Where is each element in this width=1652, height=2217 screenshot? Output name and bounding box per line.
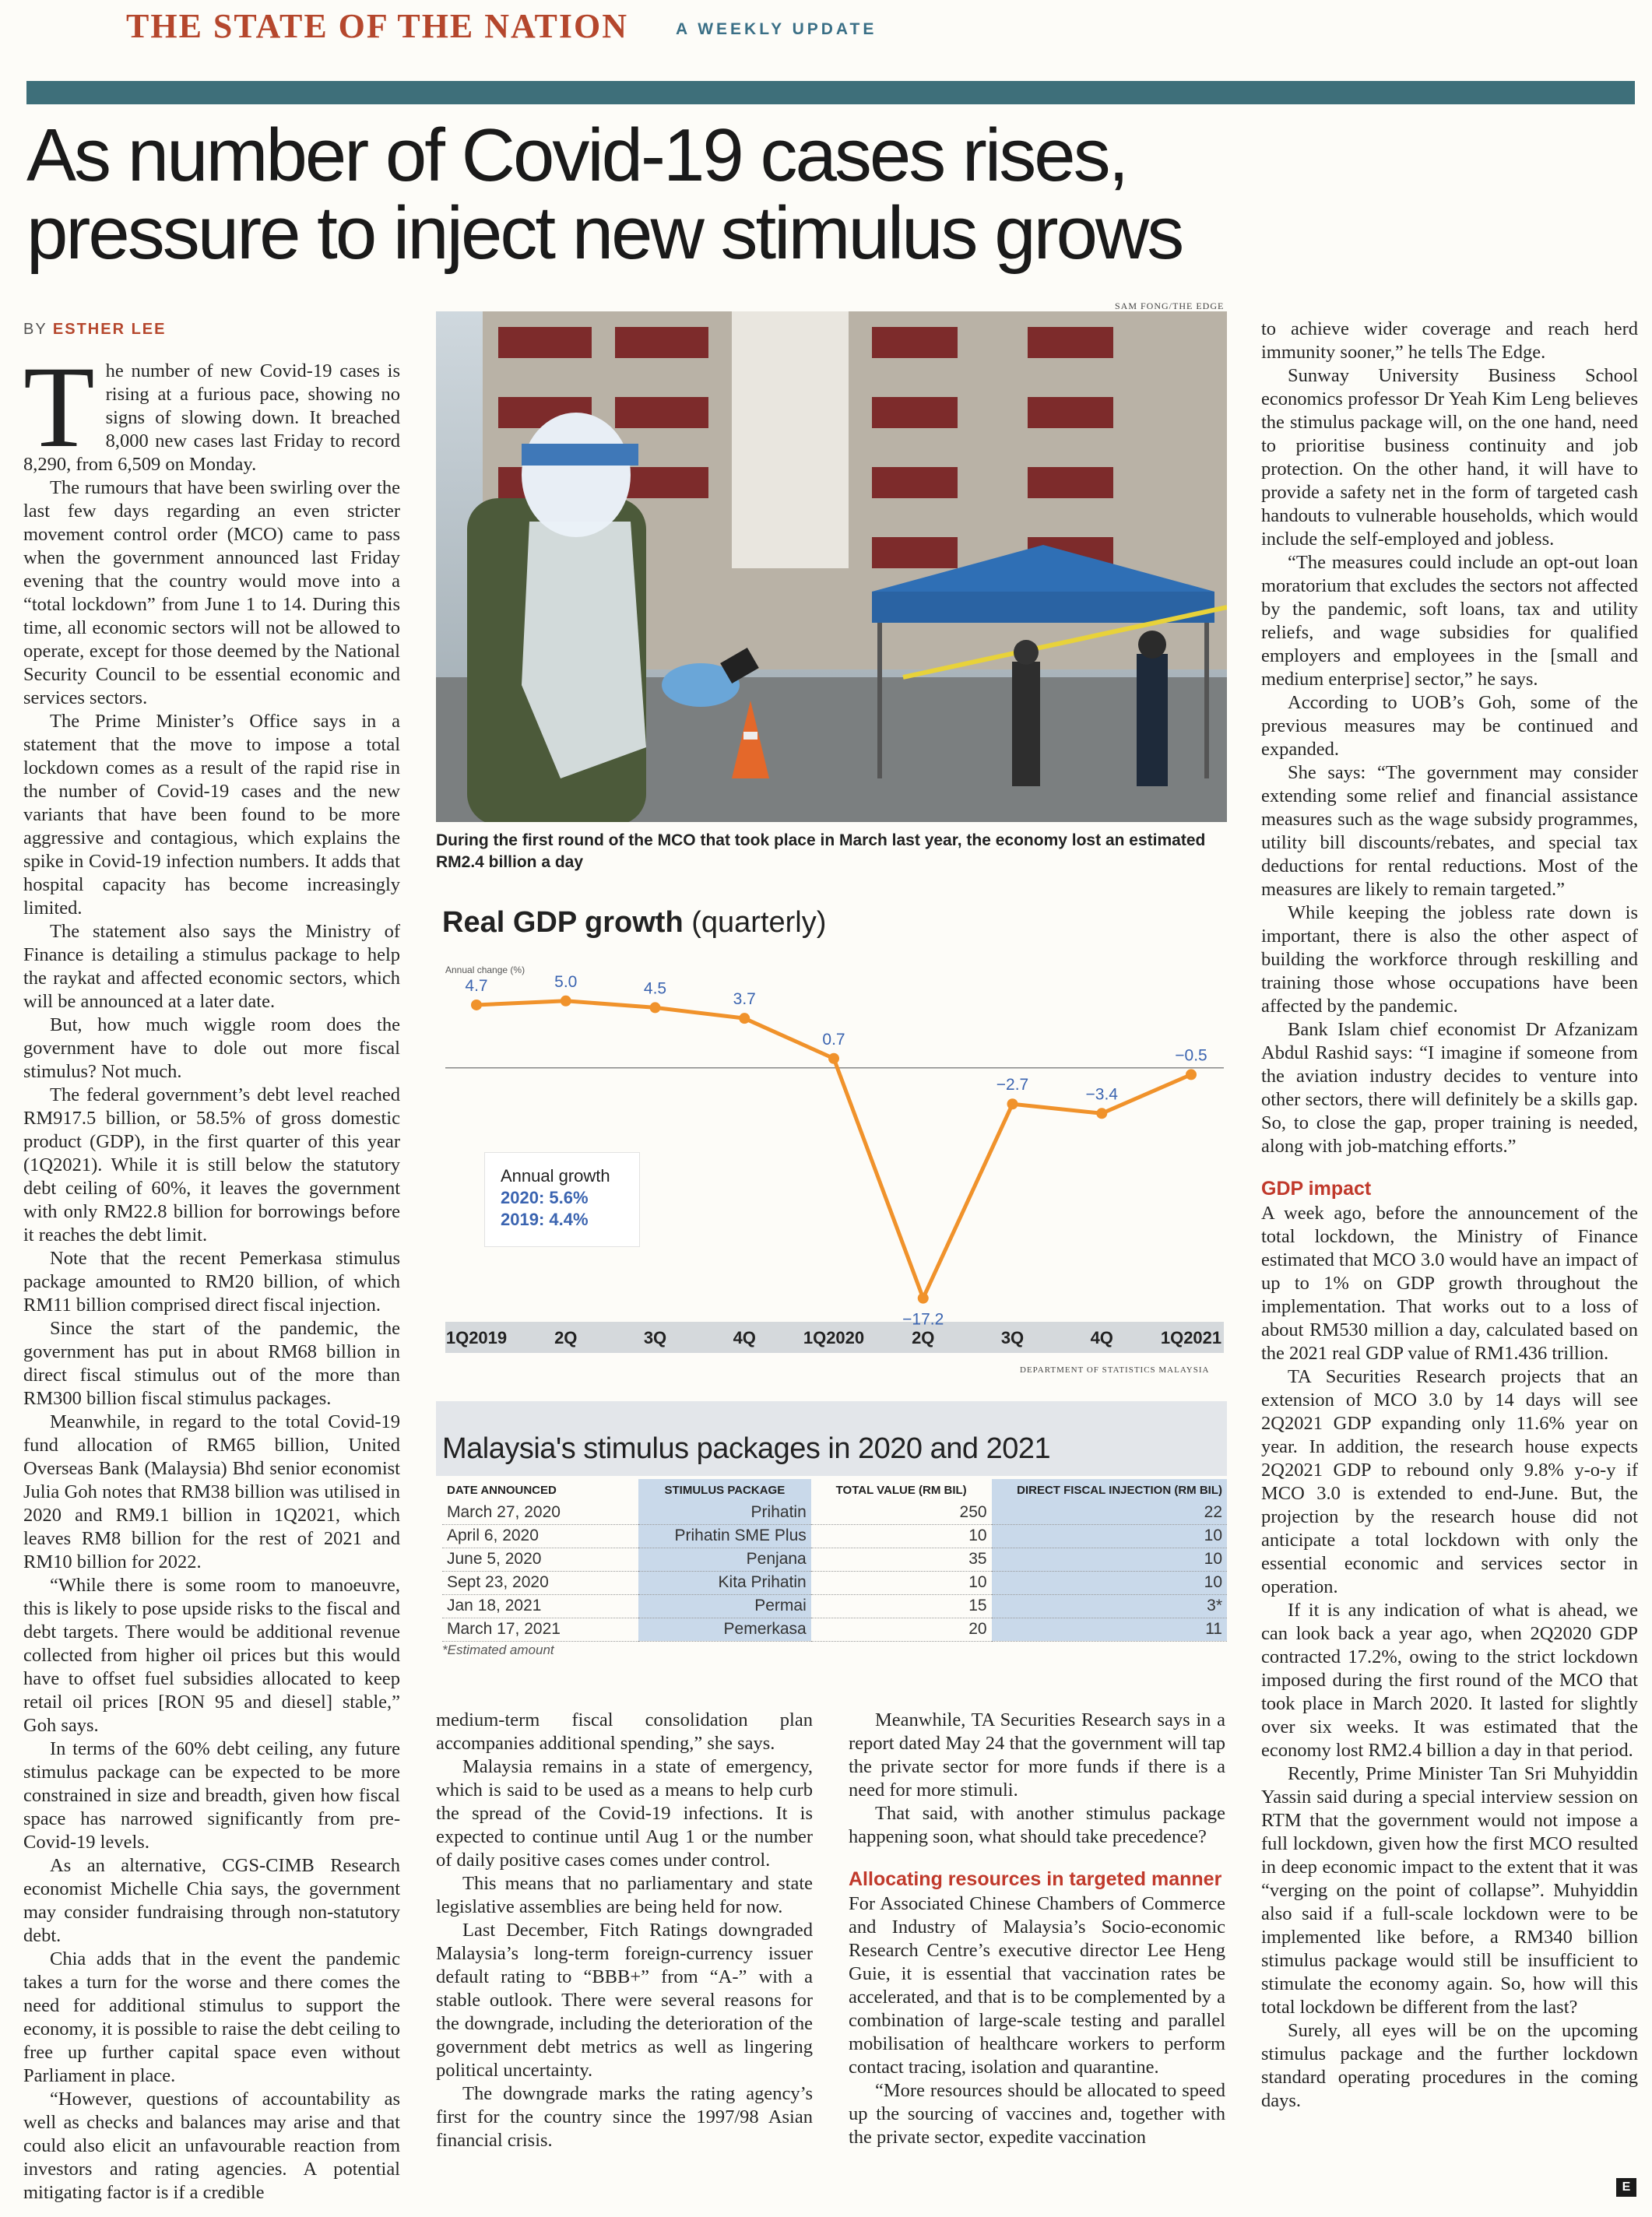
article-paragraph: This means that no parliamentary and state legislative assemblies are being held for now. bbox=[436, 1873, 813, 1917]
x-tick-label: 4Q bbox=[733, 1328, 756, 1347]
table-cell: March 17, 2021 bbox=[442, 1618, 638, 1641]
lead-text: he number of new Covid-19 cases is rising at a furious pace, showing no signs of slowing down. It breached 8,000 new cases last Friday to record 8,290, from 6,509 on Monday. bbox=[23, 360, 400, 475]
table-cell: Penjana bbox=[638, 1548, 811, 1571]
article-paragraph: The downgrade marks the rating agency’s first for the country since the 1997/98 Asian financial crisis. bbox=[436, 2083, 813, 2151]
table-cell: Jan 18, 2021 bbox=[442, 1594, 638, 1618]
chart-source: DEPARTMENT OF STATISTICS MALAYSIA bbox=[1020, 1365, 1210, 1375]
table-cell: 3* bbox=[992, 1594, 1227, 1618]
article-paragraph: “While there is some room to manoeuvre, this is likely to pose upside risks to the fiscal and debt targets. There would be additional revenue collected from higher oil prices but this would have to offset fuel subsidies allocated to keep retail oil prices [RON 95 and diesel] stable,” Goh says. bbox=[23, 1575, 400, 1736]
header-total-value: TOTAL VALUE (RM BIL) bbox=[835, 1483, 967, 1497]
article-paragraph: But, how much wiggle room does the government have to dole out more fiscal stimulus? Not much. bbox=[23, 1014, 400, 1082]
table-cell: 35 bbox=[811, 1548, 992, 1571]
data-point bbox=[561, 996, 571, 1007]
article-paragraph: She says: “The government may consider extending some relief and financial assistance measures such as the wage subsidy programmes, utility bill discounts/rebates, and special tax deductions for rental reductions. Most of the measures are likely to remain targeted.” bbox=[1261, 762, 1638, 900]
value-label: −2.7 bbox=[996, 1076, 1029, 1094]
table-cell: March 27, 2020 bbox=[442, 1501, 638, 1524]
news-photo bbox=[436, 311, 1227, 822]
headline-line-2: pressure to inject new stimulus grows bbox=[26, 191, 1183, 275]
x-tick-label: 2Q bbox=[912, 1328, 935, 1347]
header-accent-bar bbox=[26, 81, 1635, 104]
article-paragraph: TA Securities Research projects that an extension of MCO 3.0 by 14 days will see 2Q2021 GDP expanding only 11.6% year on year. In addition, the research house expects 2Q2021 GDP to rebound only 9.8% y-o-y if MCO 3.0 is extended to end-June. But, the projection by the research house did not anticipate a total lockdown with only the essential economic and services sector in operation. bbox=[1261, 1366, 1638, 1597]
table-cell: 10 bbox=[992, 1571, 1227, 1594]
table-cell: Sept 23, 2020 bbox=[442, 1571, 638, 1594]
table-cell: April 6, 2020 bbox=[442, 1524, 638, 1548]
stimulus-table-panel bbox=[436, 1401, 1227, 1666]
table-cell: Pemerkasa bbox=[638, 1618, 811, 1641]
table-row bbox=[442, 1524, 1227, 1548]
data-point bbox=[650, 1002, 661, 1013]
table-cell: 10 bbox=[811, 1571, 992, 1594]
table-cell: 20 bbox=[811, 1618, 992, 1641]
photo-credit: SAM FONG/THE EDGE bbox=[1115, 300, 1225, 311]
article-paragraph: Recently, Prime Minister Tan Sri Muhyiddin Yassin said during a special interview session on RTM that the government would not impose a full lockdown, given how the first MCO resulted in deep economic impact to the extent that it was “verging on the point of collapse”. Muhyiddin also said if a full-scale lockdown were to be implemented like before, a RM340 billion stimulus package would still be insufficient to stimulate the economy again. So, how will this total lockdown be different from the last? bbox=[1261, 1763, 1638, 2018]
value-label: 4.5 bbox=[643, 979, 667, 998]
headline bbox=[26, 114, 1506, 275]
article-paragraph: The Prime Minister’s Office says in a statement that the move to impose a total lockdown comes as a result of the rapid rise in the number of Covid-19 cases and the new variants that have been found to be more aggressive and contagious, which explains the spike in Covid-19 infection numbers. It adds that hospital capacity has become increasingly limited. bbox=[23, 711, 400, 919]
article-paragraph: As an alternative, CGS-CIMB Research economist Michelle Chia says, the government may consider fundraising through non-statutory debt. bbox=[23, 1855, 400, 1946]
table-cell: Prihatin SME Plus bbox=[638, 1524, 811, 1548]
article-paragraph: While keeping the jobless rate down is important, there is also the other aspect of building the workforce through reskilling and training those whose occupations have been affected by the pandemic. bbox=[1261, 902, 1638, 1017]
article-paragraph: In terms of the 60% debt ceiling, any future stimulus package can be expected to be more constrained in size and breadth, given how fiscal space has narrowed significantly from pre-Covid-19 levels. bbox=[23, 1738, 400, 1853]
table-cell: 10 bbox=[992, 1524, 1227, 1548]
data-point bbox=[739, 1013, 750, 1024]
table-footnote: *Estimated amount bbox=[442, 1643, 554, 1657]
table-row bbox=[442, 1548, 1227, 1571]
table-row bbox=[442, 1571, 1227, 1594]
x-tick-label: 3Q bbox=[1000, 1328, 1025, 1347]
x-tick-label: 4Q bbox=[1090, 1328, 1113, 1347]
table-cell: 15 bbox=[811, 1594, 992, 1618]
data-point bbox=[1007, 1098, 1018, 1109]
data-point bbox=[828, 1053, 839, 1064]
data-point bbox=[1186, 1069, 1197, 1080]
value-label: −3.4 bbox=[1085, 1085, 1118, 1104]
table-header-row bbox=[442, 1479, 1227, 1501]
table-cell: June 5, 2020 bbox=[442, 1548, 638, 1571]
annual-growth-title: Annual growth bbox=[501, 1166, 610, 1186]
article-paragraph: That said, with another stimulus package happening soon, what should take precedence? bbox=[849, 1803, 1225, 1847]
table-cell: 250 bbox=[811, 1501, 992, 1524]
section-subhead: GDP impact bbox=[1261, 1178, 1372, 1200]
article-paragraph: medium-term fiscal consolidation plan accompanies additional spending,” she says. bbox=[436, 1709, 813, 1754]
chart-y-label: Annual change (%) bbox=[445, 964, 525, 975]
table-cell: Permai bbox=[638, 1594, 811, 1618]
article-paragraph: The statement also says the Ministry of Finance is detailing a stimulus package to help the raykat and affected economic sectors, which will be announced at a later date. bbox=[23, 921, 400, 1012]
header-package: STIMULUS PACKAGE bbox=[638, 1479, 811, 1501]
article-paragraph: Bank Islam chief economist Dr Afzanizam Abdul Rashid says: “I imagine if someone from the aviation industry decides to venture into other sectors, there will definitely be a skills gap. So, to close the gap, proper training is needed, along with job-matching efforts.” bbox=[1261, 1019, 1638, 1157]
headline-line-1: As number of Covid-19 cases rises, bbox=[26, 114, 1127, 197]
chart-title-main: Real GDP growth bbox=[442, 906, 684, 939]
byline bbox=[23, 321, 166, 339]
section-subhead: Allocating resources in targeted manner bbox=[849, 1868, 1222, 1890]
annual-growth-box bbox=[484, 1152, 640, 1247]
article-column-3 bbox=[849, 1709, 1225, 2207]
article-paragraph: Note that the recent Pemerkasa stimulus package amounted to RM20 billion, of which RM11 billion comprised direct fiscal injection. bbox=[23, 1248, 400, 1316]
table-cell: Kita Prihatin bbox=[638, 1571, 811, 1594]
byline-author: ESTHER LEE bbox=[52, 321, 167, 338]
article-column-2 bbox=[436, 1709, 813, 2207]
value-label: 3.7 bbox=[733, 990, 756, 1009]
value-label: 5.0 bbox=[554, 972, 578, 991]
header-direct-injection: DIRECT FISCAL INJECTION (RM BIL) bbox=[992, 1479, 1227, 1501]
photo-caption: During the first round of the MCO that took place in March last year, the economy lost an estimated RM2.4 billion a day bbox=[436, 831, 1206, 871]
byline-prefix: BY bbox=[23, 321, 47, 338]
stimulus-table bbox=[442, 1479, 1227, 1642]
value-label-group bbox=[465, 973, 1207, 1329]
chart-title bbox=[442, 906, 826, 940]
table-cell: 22 bbox=[992, 1501, 1227, 1524]
article-paragraph: Sunway University Business School economics professor Dr Yeah Kim Leng believes the stimulus package will, on the one hand, need to prioritise business continuity and job protection. On the other hand, it will have to provide a safety net in the form of targeted cash handouts to vulnerable households, which would include the self-employed and jobless. bbox=[1261, 365, 1638, 550]
table-cell: 11 bbox=[992, 1618, 1227, 1641]
x-tick-label: 3Q bbox=[643, 1328, 667, 1347]
table-row bbox=[442, 1501, 1227, 1524]
table-row bbox=[442, 1618, 1227, 1641]
article-paragraph: “However, questions of accountability as well as checks and balances may arise and that could also elicit an unfavourable reaction from investors and rating agencies. A potential mitigating factor is if a credible bbox=[23, 2089, 400, 2203]
data-point bbox=[1096, 1108, 1107, 1119]
article-paragraph: According to UOB’s Goh, some of the previous measures may be continued and expanded. bbox=[1261, 692, 1638, 760]
page-marker: E bbox=[1616, 2178, 1636, 2197]
article-column-4 bbox=[1261, 318, 1638, 2209]
article-paragraph: Meanwhile, in regard to the total Covid-19 fund allocation of RM65 billion, United Overseas Bank (Malaysia) Bhd senior economist Julia Goh notes that RM38 billion was utilised in 2020 and RM9.1 billion in 1Q2021, which leaves RM8 billion for the rest of 2021 and RM10 billion for 2022. bbox=[23, 1411, 400, 1572]
masthead: THE STATE OF THE NATION bbox=[126, 7, 629, 45]
article-paragraph: “The measures could include an opt-out loan moratorium that excludes the sectors not affected by the pandemic, soft loans, tax and utility reliefs, and wage subsidies for qualified employers and employees in the [small and medium enterprise] sector,” he says. bbox=[1261, 552, 1638, 690]
article-paragraph: to achieve wider coverage and reach herd immunity sooner,” he tells The Edge. bbox=[1261, 318, 1638, 363]
table-body bbox=[442, 1501, 1227, 1641]
article-paragraph: Since the start of the pandemic, the government has put in about RM68 billion in direct fiscal stimulus out of the more than RM300 billion fiscal stimulus packages. bbox=[23, 1318, 400, 1409]
article-paragraph: If it is any indication of what is ahead, we can look back a year ago, when 2Q2020 GDP contracted 17.2%, owing to the strict lockdown imposed during the first round of the MCO that took place in March 2020. It lasted for slightly over six weeks. It was estimated that the economy lost RM2.4 billion a day in that period. bbox=[1261, 1600, 1638, 1761]
value-label: 0.7 bbox=[822, 1030, 845, 1049]
masthead-tagline: A WEEKLY UPDATE bbox=[676, 20, 877, 38]
article-column-1 bbox=[23, 343, 400, 2205]
article-paragraph: The rumours that have been swirling over the last few days regarding an even stricter movement control order (MCO) came to pass when the government announced last Friday evening that the country would move into a “total lockdown” from June 1 to 14. During this time, all economic sectors will not be allowed to operate, except for those deemed by the National Security Council to be essential economic and services sectors. bbox=[23, 477, 400, 708]
value-label: −0.5 bbox=[1175, 1046, 1207, 1065]
article-paragraph: Meanwhile, TA Securities Research says in a report dated May 24 that the government will tap the private sector for more funds if there is a need for more stimuli. bbox=[849, 1709, 1225, 1801]
value-label: 4.7 bbox=[465, 976, 488, 995]
article-paragraph: “More resources should be allocated to speed up the sourcing of vaccines and, together with the private sector, expedite vaccination bbox=[849, 2080, 1225, 2148]
value-label: −17.2 bbox=[902, 1310, 944, 1329]
x-tick-group bbox=[446, 1328, 1221, 1347]
article-paragraph: Surely, all eyes will be on the upcoming stimulus package and the further lockdown standard operating procedures in the coming days. bbox=[1261, 2020, 1638, 2111]
table-cell: 10 bbox=[992, 1548, 1227, 1571]
table-row bbox=[442, 1594, 1227, 1618]
data-point bbox=[471, 1000, 482, 1010]
x-tick-label: 1Q2020 bbox=[803, 1328, 865, 1347]
table-title: Malaysia's stimulus packages in 2020 and 2021 bbox=[442, 1432, 1051, 1465]
drop-cap: T bbox=[23, 343, 95, 472]
article-paragraph: The federal government’s debt level reached RM917.5 billion, or 58.5% of gross domestic product (GDP), in the first quarter of this year (1Q2021). While it is still below the statutory debt ceiling of 60%, it leaves the government with only RM22.8 billion for borrowings before it reaches the debt limit. bbox=[23, 1084, 400, 1246]
annual-growth-2020: 2020: 5.6% bbox=[501, 1188, 589, 1207]
article-paragraph bbox=[23, 343, 400, 476]
x-tick-label: 1Q2019 bbox=[445, 1328, 508, 1347]
header-date: DATE ANNOUNCED bbox=[447, 1483, 557, 1497]
annual-growth-2019: 2019: 4.4% bbox=[501, 1210, 589, 1229]
table-cell: Prihatin bbox=[638, 1501, 811, 1524]
article-paragraph: Chia adds that in the event the pandemic takes a turn for the worse and there comes the need for additional stimulus to support the economy, it is possible to raise the debt ceiling to free up further capital space even without Parliament in place. bbox=[23, 1948, 400, 2086]
chart-subtitle: (quarterly) bbox=[691, 906, 827, 939]
data-point bbox=[918, 1293, 929, 1304]
article-paragraph: A week ago, before the announcement of the total lockdown, the Ministry of Finance estimated that MCO 3.0 would have an impact of up to 1% on GDP growth throughout the implementation. That works out to a loss of about RM530 million a day, calculated based on the 2021 real GDP value of RM1.436 trillion. bbox=[1261, 1203, 1638, 1364]
article-paragraph: Malaysia remains in a state of emergency, which is said to be used as a means to help curb the spread of the Covid-19 infections. It is expected to continue until Aug 1 or the number of daily positive cases comes under control. bbox=[436, 1756, 813, 1871]
table-cell: 10 bbox=[811, 1524, 992, 1548]
article-paragraph: For Associated Chinese Chambers of Commerce and Industry of Malaysia’s Socio-economic Research Centre’s executive director Lee Heng Guie, it is essential that vaccination rates be accelerated, and that is to be complemented by a combination of large-scale testing and parallel mobilisation of healthcare workers to perform contact tracing, isolation and quarantine. bbox=[849, 1893, 1225, 2078]
photo-illustration bbox=[436, 311, 1227, 822]
x-tick-label: 1Q2021 bbox=[1160, 1328, 1222, 1347]
x-tick-label: 2Q bbox=[554, 1328, 578, 1347]
article-paragraph: Last December, Fitch Ratings downgraded Malaysia’s long-term foreign-currency issuer default rating to “BBB+” from “A-” with a stable outlook. There were several reasons for the downgrade, including the deterioration of the government debt metrics as well as lingering political uncertainty. bbox=[436, 1920, 813, 2081]
